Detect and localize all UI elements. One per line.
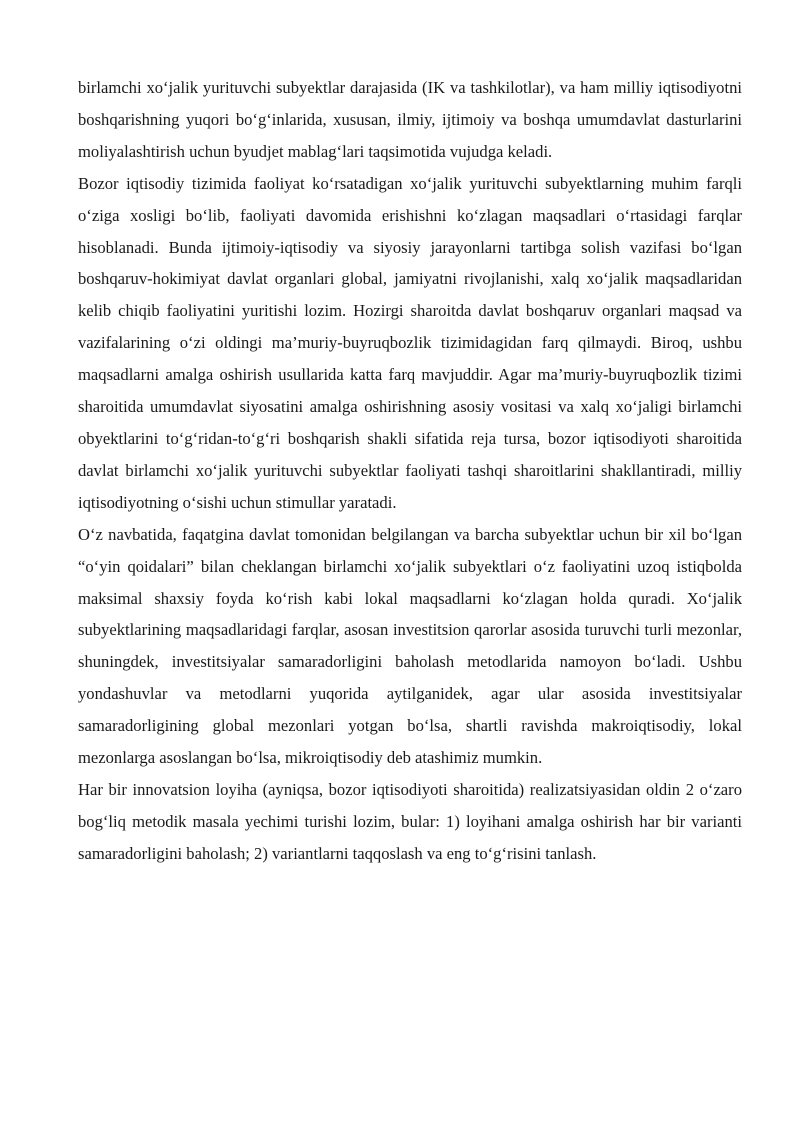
paragraph-4: Har bir innovatsion loyiha (ayniqsa, bozor iqtisodiyoti sharoitida) realizatsiyasidan oldin 2 o‘zaro bog‘liq metodik masala yechimi turishi lozim, bular: 1) loyihani amalga oshirish har bir varianti samaradorligini baholash; 2) variantlarni taqqoslash va eng to‘g‘risini tanlash. <box>78 779 742 863</box>
paragraph-3: O‘z navbatida, faqatgina davlat tomonidan belgilangan va barcha subyektlar uchun bir xil bo‘lgan “o‘yin qoidalari” bilan cheklangan birlamchi xo‘jalik subyektlari o‘z faoliyatini uzoq istiqbolda maksimal shaxsiy foyda ko‘rish kabi lokal maqsadlarni ko‘zlagan holda quradi. Xo‘jalik subyektlarining maqsadlaridagi farqlar, asosan investitsion qarorlar asosida turuvchi turli mezonlar, shuningdek, investitsiyalar samaradorligini baholash metodlarida namoyon bo‘ladi. Ushbu yondashuvlar va metodlarni yuqorida aytilganidek, agar ular asosida investitsiyalar samaradorligining global mezonlari yotgan bo‘lsa, shartli ravishda makroiqtisodiy, lokal mezonlarga asoslangan bo‘lsa, mikroiqtisodiy deb atashimiz mumkin. <box>78 524 742 768</box>
paragraph-1: birlamchi xo‘jalik yurituvchi subyektlar darajasida (IK va tashkilotlar), va ham milliy iqtisodiyotni boshqarishning yuqori bo‘g‘inlarida, xususan, ilmiy, ijtimoiy va boshqa umumdavlat dasturlarini moliyalashtirish uchun byudjet mablag‘lari taqsimotida vujudga keladi. <box>78 78 742 161</box>
paragraph-2: Bozor iqtisodiy tizimida faoliyat ko‘rsatadigan xo‘jalik yurituvchi subyektlarning muhim farqli o‘ziga xosligi bo‘lib, faoliyati davomida erishishni ko‘zlagan maqsadlari o‘rtasidagi farqlar hisoblanadi. Bunda ijtimoiy-iqtisodiy va siyosiy jarayonlarni tartibga solish vazifasi bo‘lgan boshqaruv-hokimiyat davlat organlari global, jamiyatni rivojlanishi, xalq xo‘jalik maqsadlaridan kelib chiqib faoliyatini yuritishi lozim. Hozirgi sharoitda davlat boshqaruv organlari maqsad va vazifalarining o‘zi oldingi ma’muriy-buyruqbozlik tizimidagidan farq qilmaydi. Biroq, ushbu maqsadlarni amalga oshirish usullarida katta farq mavjuddir. Agar ma’muriy-buyruqbozlik tizimi sharoitida umumdavlat siyosatini amalga oshirishning asosiy vositasi va xalq xo‘jaligi birlamchi obyektlarini to‘g‘ridan-to‘g‘ri boshqarish shakli sifatida reja tursa, bozor iqtisodiyoti sharoitida davlat birlamchi xo‘jalik yurituvchi subyektlar faoliyati tashqi sharoitlarini shakllantiradi, milliy iqtisodiyotning o‘sishi uchun stimullar yaratadi. <box>78 173 742 512</box>
document-page <box>78 72 742 870</box>
